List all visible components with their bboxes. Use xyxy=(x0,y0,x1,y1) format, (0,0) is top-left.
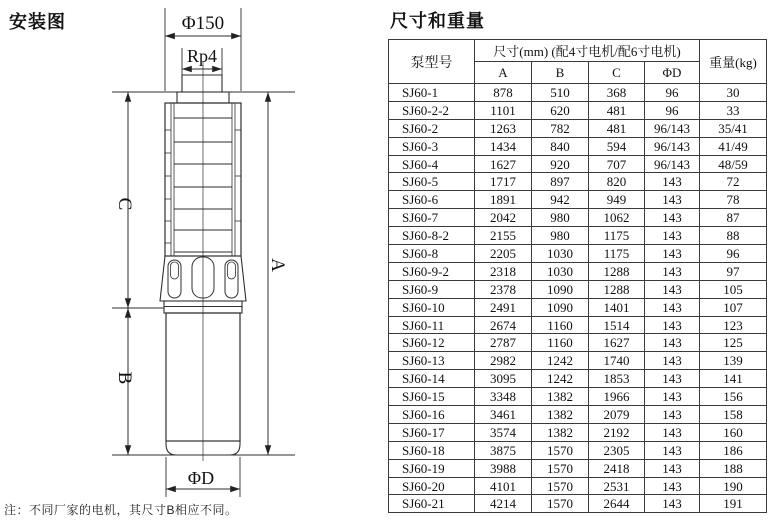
col-header-weight: 重量(kg) xyxy=(700,40,767,84)
value-cell: 3348 xyxy=(475,388,532,406)
value-cell: 143 xyxy=(645,388,700,406)
table-row xyxy=(389,262,767,280)
value-cell: 30 xyxy=(700,84,767,102)
value-cell: 980 xyxy=(532,227,589,245)
model-cell: SJ60-9 xyxy=(389,280,475,298)
value-cell: 143 xyxy=(645,280,700,298)
value-cell: 820 xyxy=(589,173,645,191)
table-row xyxy=(389,101,767,119)
table-row xyxy=(389,84,767,102)
table-row xyxy=(389,352,767,370)
model-cell: SJ60-6 xyxy=(389,191,475,209)
table-row xyxy=(389,155,767,173)
model-cell: SJ60-20 xyxy=(389,477,475,495)
value-cell: 4101 xyxy=(475,477,532,495)
value-cell: 1242 xyxy=(532,352,589,370)
value-cell: 1101 xyxy=(475,101,532,119)
model-cell: SJ60-13 xyxy=(389,352,475,370)
value-cell: 143 xyxy=(645,459,700,477)
value-cell: 1570 xyxy=(532,459,589,477)
value-cell: 1160 xyxy=(532,316,589,334)
table-row xyxy=(389,191,767,209)
value-cell: 139 xyxy=(700,352,767,370)
model-cell: SJ60-8 xyxy=(389,245,475,263)
value-cell: 96/143 xyxy=(645,119,700,137)
table-row xyxy=(389,119,767,137)
value-cell: 87 xyxy=(700,209,767,227)
value-cell: 1090 xyxy=(532,298,589,316)
value-cell: 190 xyxy=(700,477,767,495)
value-cell: 143 xyxy=(645,495,700,513)
value-cell: 143 xyxy=(645,334,700,352)
table-row xyxy=(389,316,767,334)
value-cell: 188 xyxy=(700,459,767,477)
value-cell: 2418 xyxy=(589,459,645,477)
diagram-note: 注：不同厂家的电机，其尺寸B相应不同。 xyxy=(4,503,238,517)
outlet-stub xyxy=(182,75,222,92)
value-cell: 1570 xyxy=(532,477,589,495)
value-cell: 980 xyxy=(532,209,589,227)
value-cell: 2205 xyxy=(475,245,532,263)
value-cell: 2378 xyxy=(475,280,532,298)
value-cell: 1175 xyxy=(589,227,645,245)
value-cell: 143 xyxy=(645,262,700,280)
value-cell: 41/49 xyxy=(700,137,767,155)
model-cell: SJ60-8-2 xyxy=(389,227,475,245)
value-cell: 1062 xyxy=(589,209,645,227)
model-cell: SJ60-11 xyxy=(389,316,475,334)
value-cell: 942 xyxy=(532,191,589,209)
outlet-thread-label: Rp4 xyxy=(186,46,218,66)
value-cell: 97 xyxy=(700,262,767,280)
value-cell: 2982 xyxy=(475,352,532,370)
value-cell: 1288 xyxy=(589,262,645,280)
value-cell: 158 xyxy=(700,406,767,424)
value-cell: 2491 xyxy=(475,298,532,316)
dimension-c xyxy=(114,92,135,308)
value-cell: 3574 xyxy=(475,423,532,441)
value-cell: 123 xyxy=(700,316,767,334)
value-cell: 782 xyxy=(532,119,589,137)
value-cell: 143 xyxy=(645,191,700,209)
value-cell: 510 xyxy=(532,84,589,102)
value-cell: 620 xyxy=(532,101,589,119)
table-row xyxy=(389,137,767,155)
value-cell: 2787 xyxy=(475,334,532,352)
diagram-title: 安装图 xyxy=(9,12,66,32)
value-cell: 481 xyxy=(589,101,645,119)
dimensions-table-wrapper xyxy=(388,39,767,513)
table-title: 尺寸和重量 xyxy=(390,11,485,31)
value-cell: 920 xyxy=(532,155,589,173)
model-cell: SJ60-17 xyxy=(389,423,475,441)
model-cell: SJ60-4 xyxy=(389,155,475,173)
col-header-d: ΦD xyxy=(645,62,700,84)
col-header-model: 泵型号 xyxy=(389,40,475,84)
value-cell: 96 xyxy=(700,245,767,263)
value-cell: 107 xyxy=(700,298,767,316)
value-cell: 878 xyxy=(475,84,532,102)
value-cell: 88 xyxy=(700,227,767,245)
table-row xyxy=(389,298,767,316)
value-cell: 143 xyxy=(645,209,700,227)
value-cell: 1740 xyxy=(589,352,645,370)
value-cell: 1434 xyxy=(475,137,532,155)
value-cell: 125 xyxy=(700,334,767,352)
value-cell: 2079 xyxy=(589,406,645,424)
value-cell: 3988 xyxy=(475,459,532,477)
value-cell: 1288 xyxy=(589,280,645,298)
value-cell: 3095 xyxy=(475,370,532,388)
model-cell: SJ60-2 xyxy=(389,119,475,137)
model-cell: SJ60-1 xyxy=(389,84,475,102)
value-cell: 1090 xyxy=(532,280,589,298)
model-cell: SJ60-2-2 xyxy=(389,101,475,119)
value-cell: 2305 xyxy=(589,441,645,459)
table-row xyxy=(389,334,767,352)
value-cell: 143 xyxy=(645,173,700,191)
model-cell: SJ60-19 xyxy=(389,459,475,477)
value-cell: 949 xyxy=(589,191,645,209)
dimension-a xyxy=(267,92,288,455)
model-cell: SJ60-10 xyxy=(389,298,475,316)
value-cell: 1717 xyxy=(475,173,532,191)
value-cell: 191 xyxy=(700,495,767,513)
value-cell: 143 xyxy=(645,477,700,495)
value-cell: 96 xyxy=(645,101,700,119)
value-cell: 143 xyxy=(645,370,700,388)
value-cell: 2192 xyxy=(589,423,645,441)
model-cell: SJ60-9-2 xyxy=(389,262,475,280)
value-cell: 143 xyxy=(645,298,700,316)
value-cell: 1382 xyxy=(532,423,589,441)
table-row xyxy=(389,245,767,263)
value-cell: 707 xyxy=(589,155,645,173)
value-cell: 2155 xyxy=(475,227,532,245)
value-cell: 368 xyxy=(589,84,645,102)
value-cell: 143 xyxy=(645,423,700,441)
value-cell: 1401 xyxy=(589,298,645,316)
value-cell: 481 xyxy=(589,119,645,137)
dimensions-table xyxy=(388,39,767,513)
value-cell: 840 xyxy=(532,137,589,155)
value-cell: 1891 xyxy=(475,191,532,209)
model-cell: SJ60-3 xyxy=(389,137,475,155)
table-row xyxy=(389,209,767,227)
value-cell: 2674 xyxy=(475,316,532,334)
value-cell: 1175 xyxy=(589,245,645,263)
value-cell: 141 xyxy=(700,370,767,388)
model-cell: SJ60-15 xyxy=(389,388,475,406)
model-cell: SJ60-18 xyxy=(389,441,475,459)
value-cell: 1627 xyxy=(589,334,645,352)
col-header-b: B xyxy=(532,62,589,84)
value-cell: 33 xyxy=(700,101,767,119)
table-row xyxy=(389,173,767,191)
value-cell: 2318 xyxy=(475,262,532,280)
value-cell: 4214 xyxy=(475,495,532,513)
top-diameter-label: Φ150 xyxy=(181,13,225,34)
value-cell: 143 xyxy=(645,245,700,263)
table-row xyxy=(389,388,767,406)
value-cell: 35/41 xyxy=(700,119,767,137)
value-cell: 186 xyxy=(700,441,767,459)
table-row xyxy=(389,495,767,513)
value-cell: 2531 xyxy=(589,477,645,495)
value-cell: 96/143 xyxy=(645,155,700,173)
value-cell: 105 xyxy=(700,280,767,298)
value-cell: 2644 xyxy=(589,495,645,513)
bottom-diameter-dimension xyxy=(166,457,240,497)
table-row xyxy=(389,370,767,388)
value-cell: 897 xyxy=(532,173,589,191)
table-row xyxy=(389,423,767,441)
value-cell: 3461 xyxy=(475,406,532,424)
value-cell: 1514 xyxy=(589,316,645,334)
header-row-1 xyxy=(389,40,767,62)
value-cell: 143 xyxy=(645,441,700,459)
value-cell: 156 xyxy=(700,388,767,406)
dim-b-label: B xyxy=(114,371,135,385)
value-cell: 1160 xyxy=(532,334,589,352)
value-cell: 1382 xyxy=(532,388,589,406)
value-cell: 48/59 xyxy=(700,155,767,173)
table-row xyxy=(389,441,767,459)
value-cell: 160 xyxy=(700,423,767,441)
table-row xyxy=(389,227,767,245)
table-row xyxy=(389,280,767,298)
table-row xyxy=(389,406,767,424)
value-cell: 1030 xyxy=(532,245,589,263)
table-row xyxy=(389,477,767,495)
dim-a-label: A xyxy=(267,258,288,272)
value-cell: 143 xyxy=(645,227,700,245)
col-header-a: A xyxy=(475,62,532,84)
value-cell: 3875 xyxy=(475,441,532,459)
value-cell: 1570 xyxy=(532,495,589,513)
model-cell: SJ60-12 xyxy=(389,334,475,352)
value-cell: 1570 xyxy=(532,441,589,459)
value-cell: 594 xyxy=(589,137,645,155)
value-cell: 96/143 xyxy=(645,137,700,155)
dim-c-label: C xyxy=(114,197,135,211)
value-cell: 1242 xyxy=(532,370,589,388)
value-cell: 1263 xyxy=(475,119,532,137)
model-cell: SJ60-14 xyxy=(389,370,475,388)
value-cell: 1966 xyxy=(589,388,645,406)
model-cell: SJ60-16 xyxy=(389,406,475,424)
value-cell: 143 xyxy=(645,352,700,370)
value-cell: 72 xyxy=(700,173,767,191)
value-cell: 1853 xyxy=(589,370,645,388)
model-cell: SJ60-21 xyxy=(389,495,475,513)
dimension-b xyxy=(114,308,135,455)
value-cell: 143 xyxy=(645,406,700,424)
bottom-diameter-label: ΦD xyxy=(187,468,215,488)
outlet-thread-dimension xyxy=(182,46,222,75)
value-cell: 143 xyxy=(645,316,700,334)
value-cell: 96 xyxy=(645,84,700,102)
col-header-c: C xyxy=(589,62,645,84)
col-header-size-group: 尺寸(mm) (配4寸电机/配6寸电机) xyxy=(475,40,700,62)
value-cell: 78 xyxy=(700,191,767,209)
value-cell: 1627 xyxy=(475,155,532,173)
value-cell: 1030 xyxy=(532,262,589,280)
model-cell: SJ60-7 xyxy=(389,209,475,227)
value-cell: 2042 xyxy=(475,209,532,227)
value-cell: 1382 xyxy=(532,406,589,424)
table-row xyxy=(389,459,767,477)
model-cell: SJ60-5 xyxy=(389,173,475,191)
